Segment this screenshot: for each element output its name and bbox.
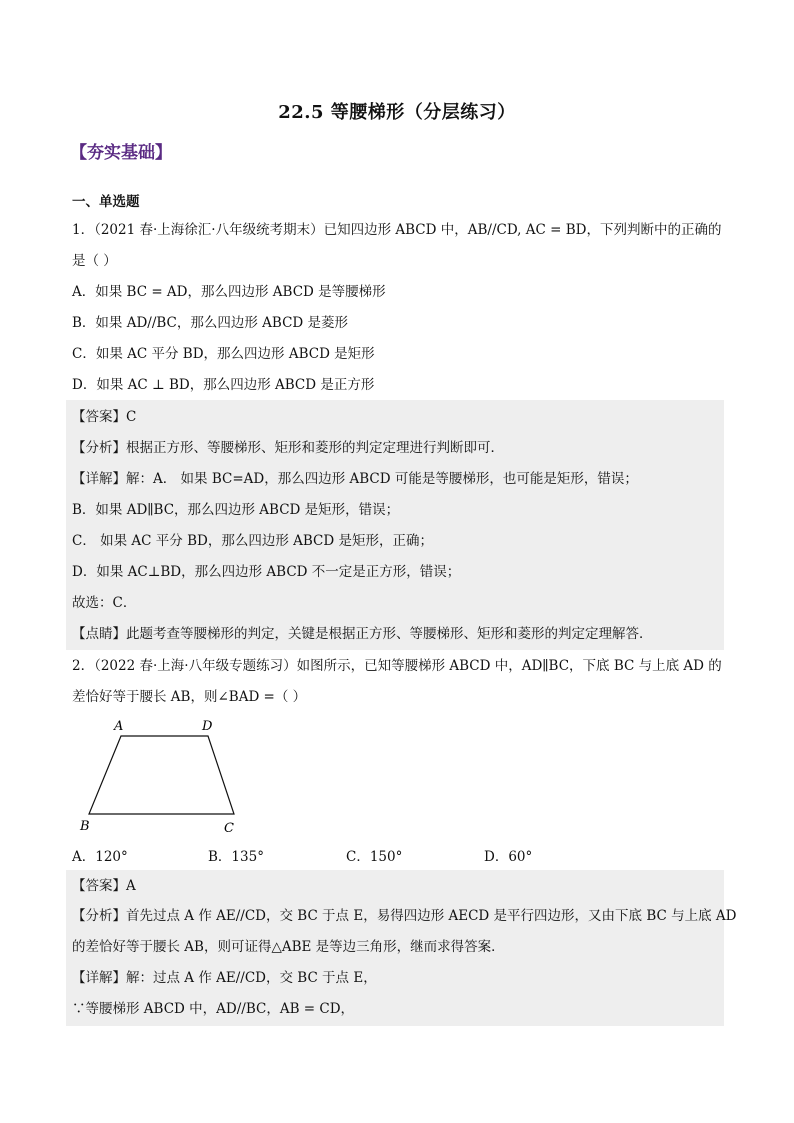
- q2-answer: 【答案】A: [72, 878, 136, 894]
- q2-option-a: A．120°: [72, 849, 128, 865]
- q1-answer: 【答案】C: [72, 409, 137, 425]
- vertex-label-c: C: [224, 821, 234, 836]
- q1-analysis: 【分析】根据正方形、等腰梯形、矩形和菱形的判定定理进行判断即可．: [72, 440, 504, 456]
- q1-stem-line1: 1．（2021 春·上海徐汇·八年级统考期末）已知四边形 ABCD 中，AB//CD, AC = BD，下列判断中的正确的: [72, 222, 722, 238]
- section-heading: 【夯实基础】: [70, 143, 172, 163]
- q1-stem-line2: 是（ ）: [72, 253, 117, 269]
- question-type-heading: 一、单选题: [72, 194, 140, 210]
- q2-stem-line2: 差恰好等于腰长 AB，则∠BAD =（ ）: [72, 689, 307, 705]
- q1-detail-line4: D．如果 AC⊥BD，那么四边形 ABCD 不一定是正方形，错误；: [72, 564, 461, 580]
- q2-detail-line1: 【详解】解：过点 A 作 AE//CD，交 BC 于点 E，: [72, 970, 377, 986]
- q2-option-b: B．135°: [208, 849, 264, 865]
- q1-detail-line3: C． 如果 AC 平分 BD，那么四边形 ABCD 是矩形，正确；: [72, 533, 433, 549]
- q1-option-b: B．如果 AD//BC，那么四边形 ABCD 是菱形: [72, 315, 349, 331]
- trapezoid-figure: [74, 712, 254, 838]
- vertex-label-b: B: [80, 819, 90, 834]
- q2-analysis-line2: 的差恰好等于腰长 AB，则可证得△ABE 是等边三角形，继而求得答案．: [72, 939, 505, 955]
- vertex-label-d: D: [202, 719, 213, 734]
- trapezoid-shape: [89, 736, 234, 814]
- q1-comment: 【点睛】此题考查等腰梯形的判定，关键是根据正方形、等腰梯形、矩形和菱形的判定定理解答．: [72, 626, 653, 642]
- q1-option-c: C．如果 AC 平分 BD，那么四边形 ABCD 是矩形: [72, 346, 375, 362]
- q1-option-d: D．如果 AC ⊥ BD，那么四边形 ABCD 是正方形: [72, 377, 375, 393]
- q2-stem-line1: 2．（2022 春·上海·八年级专题练习）如图所示，已知等腰梯形 ABCD 中，AD∥BC，下底 BC 与上底 AD 的: [72, 658, 722, 674]
- q1-detail-line5: 故选：C．: [72, 595, 137, 611]
- vertex-label-a: A: [114, 719, 124, 734]
- q1-detail-line2: B．如果 AD∥BC，那么四边形 ABCD 是矩形，错误；: [72, 502, 400, 518]
- q2-option-d: D．60°: [484, 849, 533, 865]
- q1-option-a: A．如果 BC = AD，那么四边形 ABCD 是等腰梯形: [72, 284, 386, 300]
- page-title: 22.5 等腰梯形（分层练习）: [278, 102, 516, 123]
- q2-option-c: C．150°: [346, 849, 403, 865]
- q2-analysis-line1: 【分析】首先过点 A 作 AE//CD，交 BC 于点 E，易得四边形 AECD 是平行四边形，又由下底 BC 与上底 AD: [72, 908, 737, 924]
- q2-detail-line2: ∵等腰梯形 ABCD 中，AD//BC，AB = CD，: [72, 1001, 355, 1017]
- q1-detail-line1: 【详解】解：A． 如果 BC=AD，那么四边形 ABCD 可能是等腰梯形，也可能是矩形，错误；: [72, 471, 638, 487]
